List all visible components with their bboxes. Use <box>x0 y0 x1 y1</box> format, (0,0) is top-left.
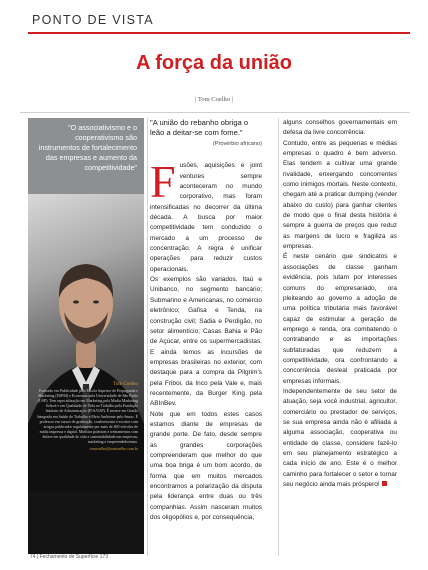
paragraph: Os exemplos são variados. Itaú e Unibanco, no segmento bancário; Submarino e Americanas, no comércio eletrônico; Gafisa e Tenda, na construção civil; Sadia e Perdigão, no setor alimentício; Casas Bahia e Pão de Açúcar, entre os supermercadistas. E ainda temos as incursões de empresas brasileiras no exterior, com destaque para a compra da Pilgrim's pela Friboi, da Inco pela Vale e, mais recentemente, da Burger King pela ABInBev. <box>150 276 262 408</box>
epigraph-source: (Provérbio africano) <box>212 141 262 147</box>
column-divider <box>278 118 279 556</box>
author-bio-text: Formado em Publicidade pela Escola Superior de Propaganda e Marketing (ESPM) e Economia pela Universidade de São Paulo (USP). Tem especialização em Marketing pela Madia Marketing School e em Qualidade de Vida no Trabalho pela Fundação Instituto de Administração (FIA/USP). É mestre em Gestão Integrada em Saúde do Trabalho e Meio Ambiente pelo Senac. É professor em cursos de graduação, conferencista e escritor com artigos publicados regularmente por mais de 400 veículos de mídia impressa e digital. Ministra palestras e treinamentos com ênfase em qualidade de vida e sustentabilidade nas empresas, marketing e empreendedorismo. <box>37 389 138 445</box>
drop-cap: F <box>150 156 176 208</box>
byline-rule <box>20 112 410 113</box>
author-name: Tom Coelho <box>113 382 138 387</box>
paragraph: Fusões, aquisições e joint ventures sempre aconteceram no mundo corporativo, mas foram intensificadas no decorrer da última década. A busca por maior competitividade tem conduzido o mercado a um processo de concentração. A regra é unificar operações para reduzir custos operacionais. <box>150 156 262 273</box>
author-bio <box>28 382 144 452</box>
article-column-1 <box>150 118 262 523</box>
end-mark-icon <box>382 481 387 486</box>
bio-background <box>28 492 144 554</box>
article-column-2 <box>283 118 397 490</box>
page-footer: 74 | Fechamento de Superfície 173 <box>30 554 109 560</box>
paragraph: É neste cenário que sindicatos e associações de classe ganham evidência, pois lutam por interesses comuns do empresariado, ora pleiteando ao governo a adoção de uma política tributária mais favorável capaz de estimular a geração de emprego e renda, ora combatendo o contrabando e as importações subfaturadas que reduzem a competitividade, ora confrontando a concorrência desleal praticada por empresas informais. <box>283 253 397 385</box>
column-divider <box>147 118 148 556</box>
article-title: A força da união <box>136 52 292 74</box>
section-heading: PONTO DE VISTA <box>32 13 154 27</box>
paragraph: Note que em todos estes casos estamos diante de empresas de grande porte. De fato, desde sempre as grandes corporações compreenderam que melhor do que uma boa briga é um bom acordo, de forma que em muitos mercados encontramos a polarização da disputa pela liderança entre duas ou três companhias. Assim nasceram muitos dos oligopólios e, por consequência, <box>150 410 262 522</box>
byline: | Tom Coelho | <box>195 96 233 103</box>
paragraph: Independentemente de seu setor de atuação, seja você industrial, agricultor, comerciário ou prestador de serviços, se sua empresa ainda não é afiliada a alguma associação, cooperativa ou entidade de classe, considere fazê-lo em seu planejamento estratégico a cada início de ano. Este é o melhor caminho para fortalecer o setor e tornar seu negócio ainda mais próspero! <box>283 387 397 489</box>
epigraph: "A união do rebanho obriga o leão a deitar-se com fome." <box>150 118 249 137</box>
pull-quote: "O associativismo e o cooperativismo são instrumentos de fortalecimento das empresas e aumento da competitividade" <box>28 118 144 194</box>
paragraph: alguns conselhos governamentais em defesa da livre concorrência. <box>283 119 397 137</box>
paragraph: Contudo, entre as pequenas e médias empresas o quadro é bem adverso. Elas tendem a cultivar uma grande rivalidade, enxergando concorrentes como inimigos mortais. Neste contexto, chegam até a praticar dumping (vender abaixo do custo) para ganhar clientes de modo que o final desta história é sempre a guerra de preços que reduz as margens de lucro e fragiliza as empresas. <box>283 139 397 251</box>
author-email: tomcoelho@tomcoelho.com.br <box>89 447 138 452</box>
author-sidebar <box>28 118 144 554</box>
header-rule <box>28 32 410 34</box>
